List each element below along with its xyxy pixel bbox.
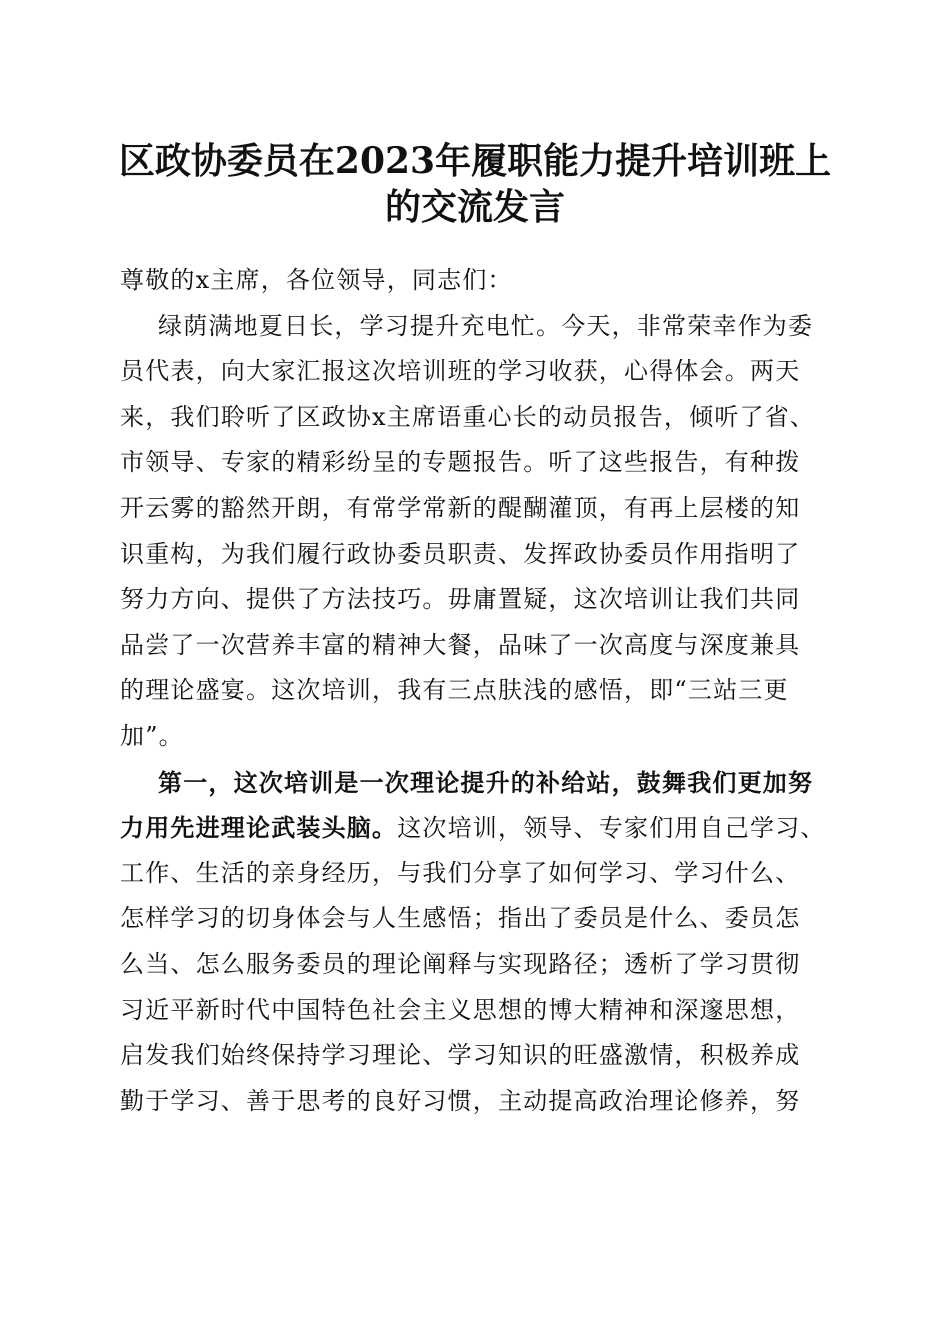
- paragraph-line: 么当、怎么服务委员的理论阐释与实现路径；透析了学习贯彻: [120, 949, 801, 978]
- paragraph-line: 员代表，向大家汇报这次培训班的学习收获，心得体会。两天: [120, 357, 801, 386]
- paragraph-line: [120, 805, 840, 851]
- paragraph-line: 来，我们聆听了区政协x主席语重心长的动员报告，倾听了省、: [120, 402, 816, 431]
- paragraph-line: 工作、生活的亲身经历，与我们分享了如何学习、学习什么、: [120, 858, 801, 887]
- paragraph-line: 努力方向、提供了方法技巧。毋庸置疑，这次培训让我们共同: [120, 585, 801, 614]
- paragraph-line: 开云雾的豁然开朗，有常学常新的醍醐灌顶，有再上层楼的知: [120, 493, 801, 522]
- document-body: [120, 258, 840, 1124]
- title-line-2: 的交流发言: [384, 186, 565, 228]
- paragraph-line: 怎样学习的切身体会与人生感悟；指出了委员是什么、委员怎: [120, 904, 801, 933]
- paragraph-line: 启发我们始终保持学习理论、学习知识的旺盛激情，积极养成: [120, 1041, 801, 1070]
- section-heading-tail: 力用先进理论武装头脑。: [120, 813, 398, 843]
- paragraph-2: [120, 760, 840, 1125]
- paragraph-text: 这次培训，领导、专家们用自己学习、: [397, 814, 826, 843]
- paragraph-line: 识重构，为我们履行政协委员职责、发挥政协委员作用指明了: [120, 539, 801, 568]
- paragraph-line: 的理论盛宴。这次培训，我有三点肤浅的感悟，即“三站三更: [120, 676, 789, 705]
- paragraph-line: 勤于学习、善于思考的良好习惯，主动提高政治理论修养，努: [120, 1086, 801, 1115]
- salutation: 尊敬的x主席，各位领导，同志们：: [120, 266, 513, 294]
- document-title: [90, 138, 860, 230]
- paragraph-line: 绿荫满地夏日长，学习提升充电忙。今天，非常荣幸作为委: [158, 311, 814, 340]
- paragraph-line: 市领导、专家的精彩纷呈的专题报告。听了这些报告，有种拨: [120, 448, 801, 477]
- section-heading-line: 第一，这次培训是一次理论提升的补给站，鼓舞我们更加努: [158, 767, 814, 797]
- title-line-1: 区政协委员在2023年履职能力提升培训班上: [118, 140, 832, 182]
- paragraph-line: 品尝了一次营养丰富的精神大餐，品味了一次高度与深度兼具: [120, 630, 801, 659]
- paragraph-1: [120, 304, 840, 760]
- paragraph-line: 习近平新时代中国特色社会主义思想的博大精神和深邃思想，: [120, 995, 801, 1024]
- paragraph-line: 加”。: [120, 721, 184, 750]
